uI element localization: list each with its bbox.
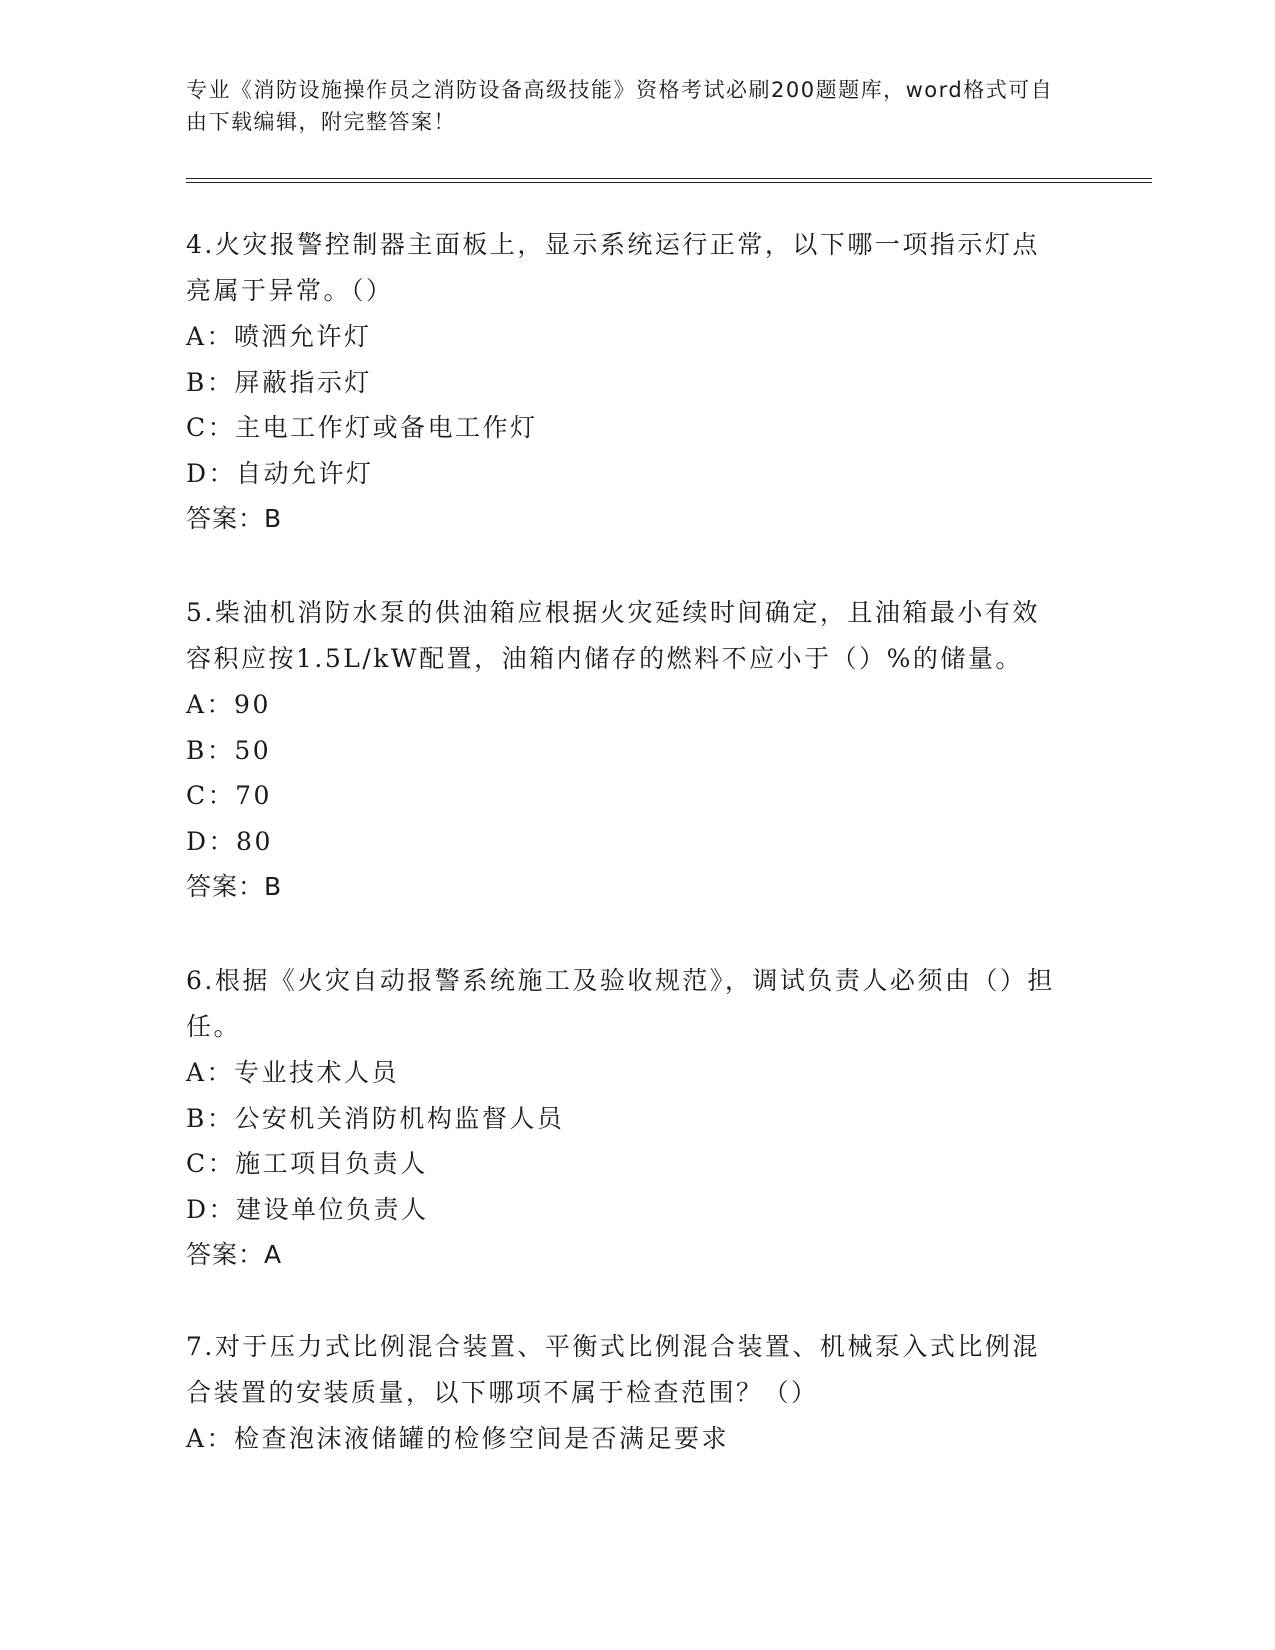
question-stem: 5.柴油机消防水泵的供油箱应根据火灾延续时间确定，且油箱最小有效容积应按1.5L/kW配置，油箱内储存的燃料不应小于（）%的储量。 (186, 598, 1040, 673)
option-b: B：50 (186, 735, 272, 765)
question-7 (186, 1324, 1066, 1462)
answer: 答案：B (186, 504, 283, 533)
question-stem: 6.根据《火灾自动报警系统施工及验收规范》，调试负责人必须由（）担任。 (186, 966, 1055, 1041)
option-a: A：检查泡沫液储罐的检修空间是否满足要求 (186, 1424, 730, 1453)
header-divider-secondary (186, 182, 1152, 183)
option-a: A：专业技术人员 (186, 1058, 400, 1087)
question-stem: 4.火灾报警控制器主面板上，显示系统运行正常，以下哪一项指示灯点亮属于异常。（） (186, 230, 1040, 305)
option-b: B：公安机关消防机构监督人员 (186, 1103, 565, 1133)
option-c: C：主电工作灯或备电工作灯 (186, 413, 538, 442)
question-6 (186, 958, 1066, 1278)
option-a: A：90 (186, 690, 271, 719)
answer: 答案：B (186, 872, 283, 901)
question-5 (186, 590, 1066, 910)
option-d: D：自动允许灯 (186, 458, 374, 488)
page-header: 专业《消防设施操作员之消防设备高级技能》资格考试必刷200题题库，word格式可自由下载编辑，附完整答案！ (186, 78, 1054, 134)
option-b: B：屏蔽指示灯 (186, 367, 372, 397)
option-c: C：施工项目负责人 (186, 1149, 428, 1178)
question-stem: 7.对于压力式比例混合装置、平衡式比例混合装置、机械泵入式比例混合装置的安装质量，以下哪项不属于检查范围？（） (186, 1332, 1040, 1407)
option-a: A：喷洒允许灯 (186, 322, 372, 351)
option-d: D：建设单位负责人 (186, 1194, 429, 1224)
option-d: D：80 (186, 826, 273, 856)
answer: 答案：A (186, 1240, 283, 1269)
question-4 (186, 222, 1066, 542)
header-divider (186, 178, 1152, 179)
option-c: C：70 (186, 781, 272, 810)
